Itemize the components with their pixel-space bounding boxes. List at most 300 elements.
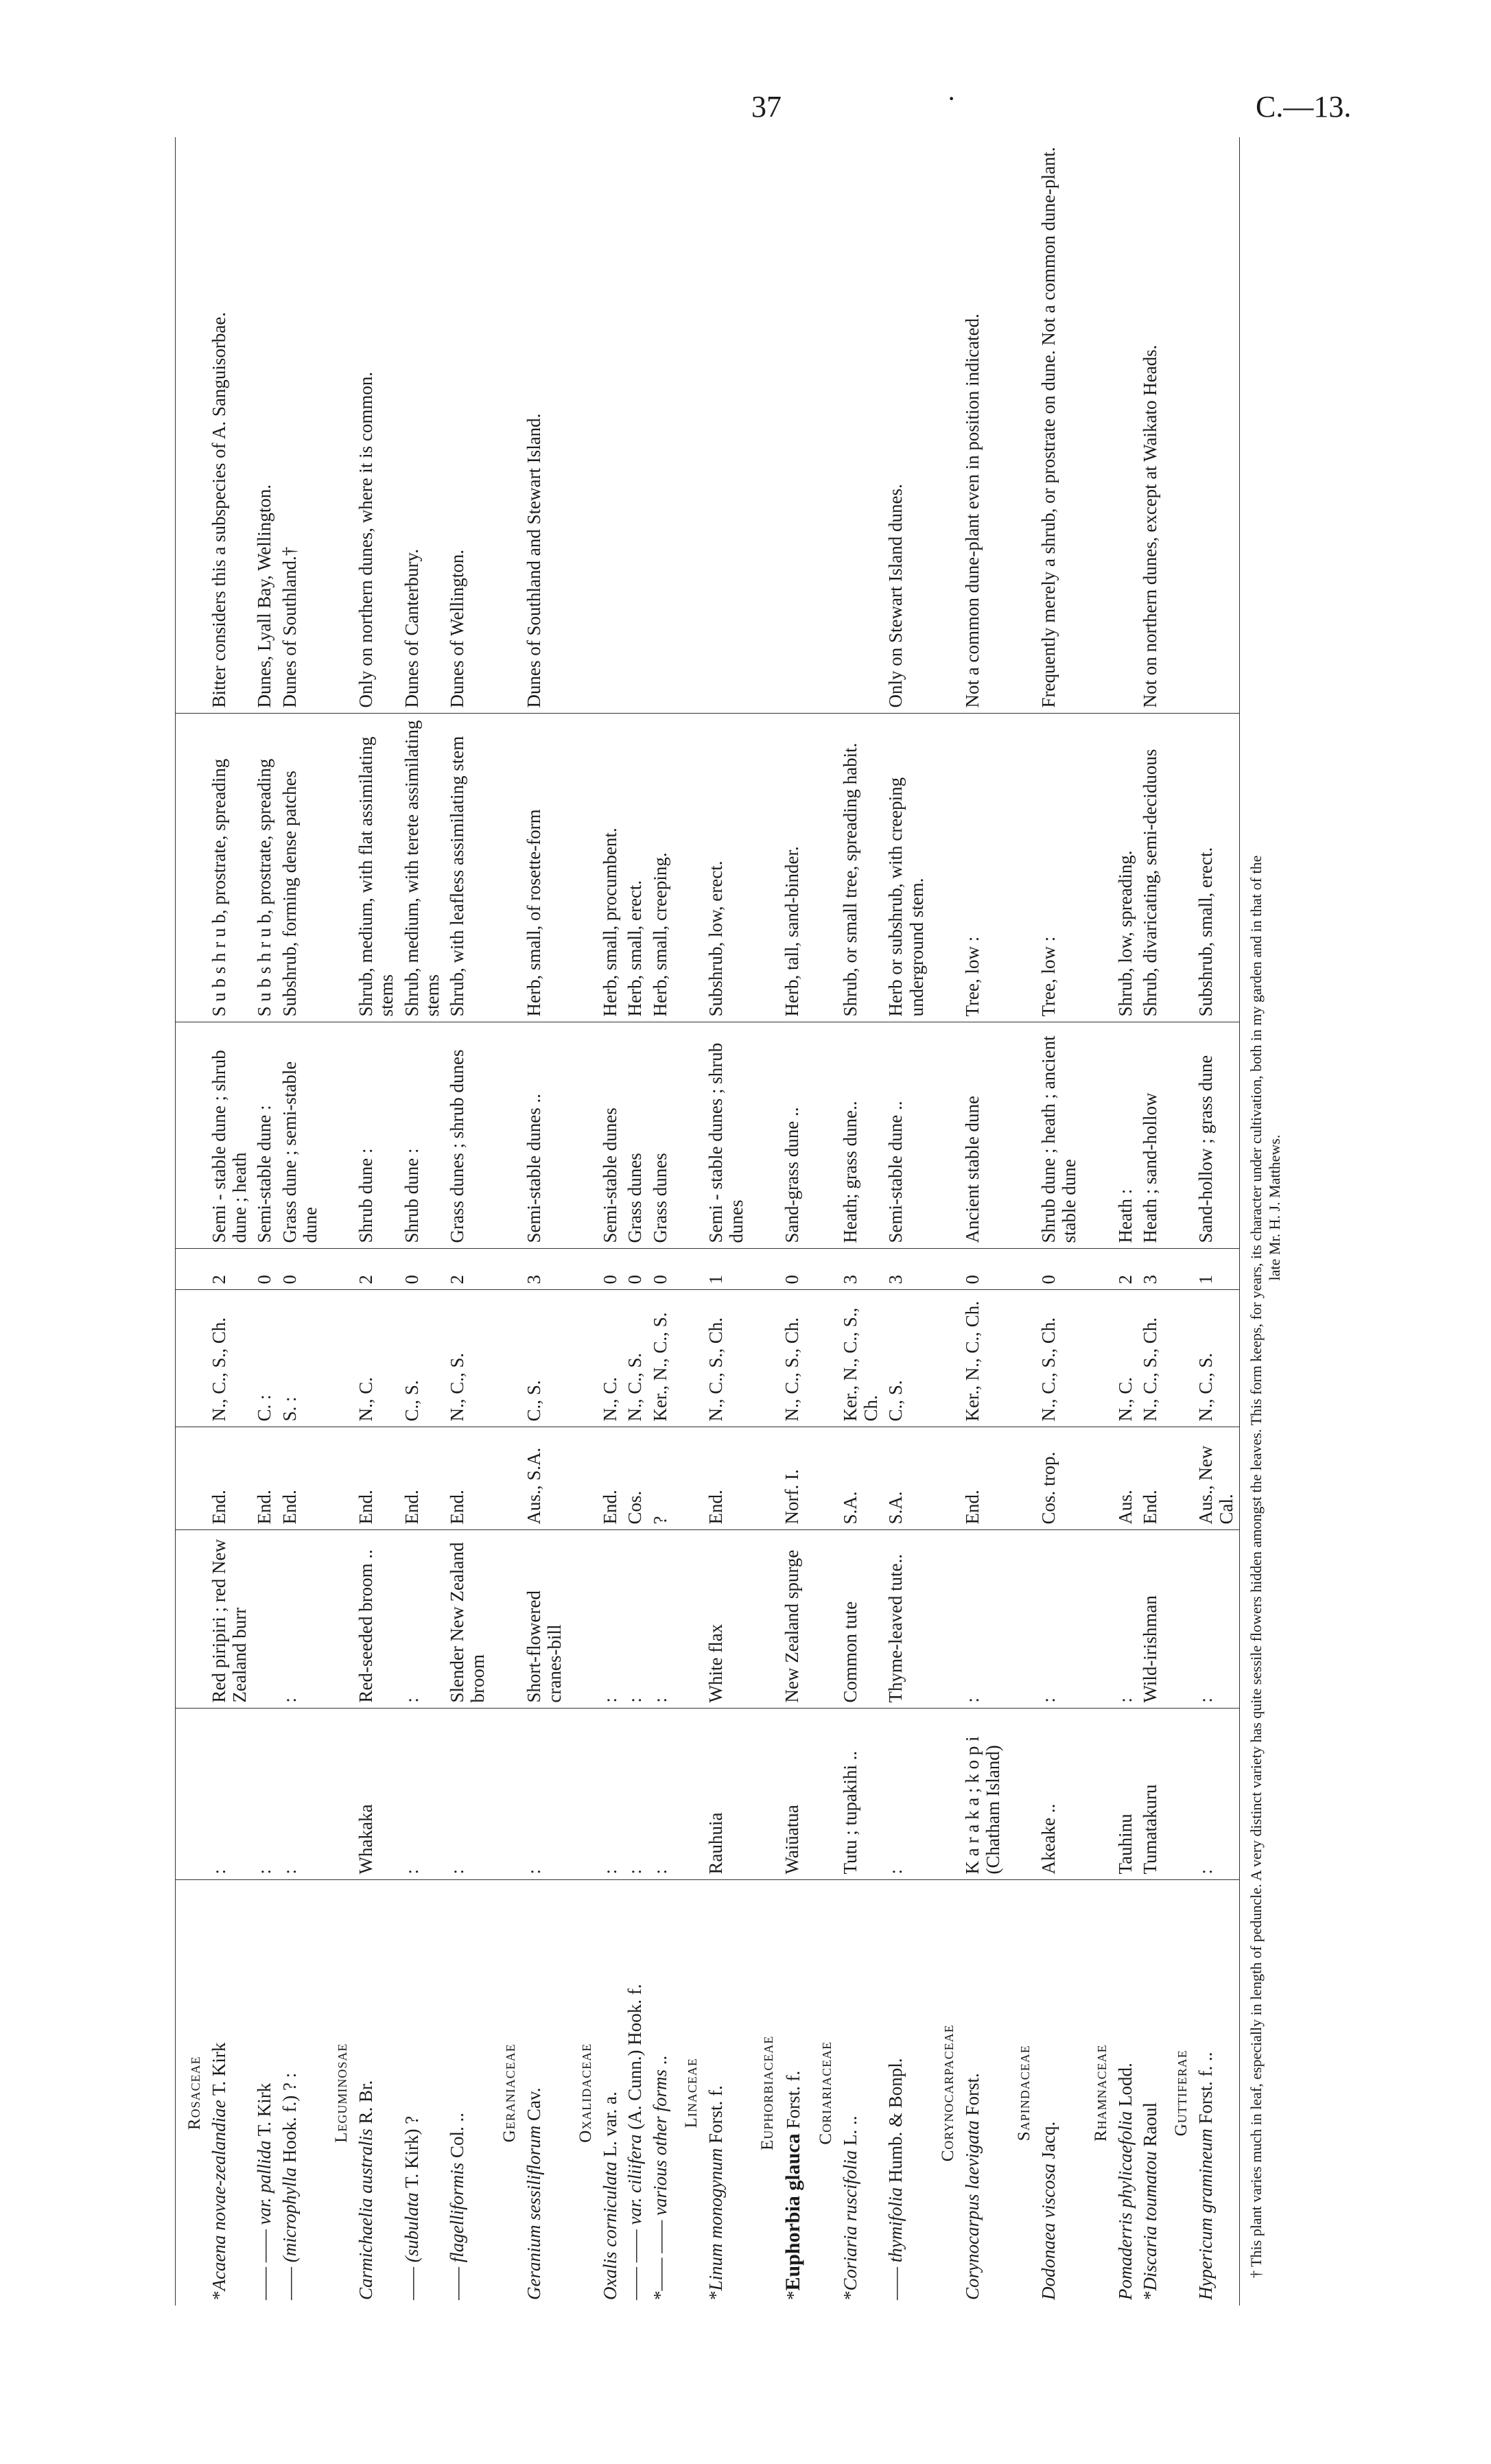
distribution: ? (648, 1427, 672, 1530)
empty-cell (1162, 137, 1193, 714)
empty-cell (929, 1709, 960, 1880)
distribution: End. (445, 1427, 490, 1530)
empty-cell (807, 1290, 838, 1427)
species-author: (A. Cunn.) Hook. f. (624, 1984, 646, 2130)
empty-cell (929, 1290, 960, 1427)
empty-cell (749, 1709, 779, 1880)
species-name: Pomaderris phylicaefolia (1114, 2111, 1136, 2300)
species-author: Forst. f. .. (1195, 2052, 1217, 2124)
empty-cell (749, 1427, 779, 1530)
empty-cell (807, 1709, 838, 1880)
empty-cell (1082, 1022, 1113, 1249)
family-row (807, 137, 838, 2305)
maori-name: : (598, 1709, 622, 1880)
species-name: —— —— various other forms (649, 2069, 670, 2291)
empty-cell (749, 1530, 779, 1709)
notes: Frequently merely a shrub, or prostrate on dune. Not a common dune-plant. (1036, 137, 1081, 714)
distribution: End. (207, 1427, 252, 1530)
abundance: 0 (622, 1249, 647, 1290)
growth-form: Shrub, with leafless assimilating stem (445, 714, 490, 1022)
range: N., C., S. (445, 1290, 490, 1427)
table-row (1113, 137, 1138, 2305)
family-name: Leguminosae (332, 2043, 351, 2143)
maori-name: K a r a k a ; k o p i (Chatham Island) (960, 1709, 1005, 1880)
maori-name: : (648, 1709, 672, 1880)
page-number: 37 (751, 90, 782, 124)
table-row (353, 137, 399, 2305)
species-cell (399, 1880, 445, 2305)
species-author: Humb. & Bonpl. (885, 2058, 906, 2183)
empty-cell (1162, 1427, 1193, 1530)
empty-cell (929, 714, 960, 1022)
distribution: End. (252, 1427, 277, 1530)
family-name: Linaceae (681, 2058, 701, 2128)
habitat: Sand-hollow ; grass dune (1193, 1022, 1239, 1249)
growth-form: Subshrub, low, erect. (703, 714, 749, 1022)
common-name: Slender New Zealand broom (445, 1530, 490, 1709)
empty-cell (176, 1290, 207, 1427)
table-row (703, 137, 749, 2305)
empty-cell (1082, 1290, 1113, 1427)
empty-cell (1005, 137, 1036, 714)
species-author: Jacq. (1038, 2121, 1059, 2159)
species-cell (252, 1880, 277, 2305)
table-row (960, 137, 1005, 2305)
empty-cell (176, 1530, 207, 1709)
growth-form: Herb, small, erect. (622, 714, 647, 1022)
empty-cell (1162, 1709, 1193, 1880)
table-row (598, 137, 622, 2305)
empty-cell (322, 137, 353, 714)
common-name (252, 1530, 277, 1709)
habitat: Semi-stable dunes (598, 1022, 622, 1249)
distribution: End. (960, 1427, 1005, 1530)
family-name: Guttiferae (1172, 2050, 1191, 2137)
distribution: Norf. I. (779, 1427, 807, 1530)
species-name: Carmichaelia australis (355, 2128, 377, 2300)
species-name: —— thymifolia (885, 2187, 906, 2300)
common-name: New Zealand spurge (779, 1530, 807, 1709)
empty-cell (1082, 1709, 1113, 1880)
range: N., C., S., Ch. (207, 1290, 252, 1427)
growth-form: S u b s h r u b, prostrate, spreading (207, 714, 252, 1022)
empty-cell (322, 1022, 353, 1249)
empty-cell (1082, 714, 1113, 1022)
growth-form: Shrub, low, spreading. (1113, 714, 1138, 1022)
abundance: 0 (598, 1249, 622, 1290)
empty-cell (1082, 1427, 1113, 1530)
habitat: Semi-stable dune .. (883, 1022, 928, 1249)
document-code: C.—13. (1256, 90, 1352, 124)
habitat: Shrub dune : (353, 1022, 399, 1249)
footnote-line-1: † This plant varies much in leaf, especially in length of peduncle. A very distinct variety has quite sessile flowers hidden amongst the leaves. This form keeps, for years, its character under cultivation, both in my garden and in that of the (1247, 855, 1265, 2278)
empty-cell (491, 1427, 521, 1530)
family-row (749, 137, 779, 2305)
range: C., S. (399, 1290, 445, 1427)
species-name: Corynocarpus laevigata (961, 2120, 983, 2300)
empty-cell (672, 1530, 703, 1709)
distribution: End. (353, 1427, 399, 1530)
notes: Dunes of Wellington. (445, 137, 490, 714)
range: C., S. (521, 1290, 567, 1427)
maori-name: : (277, 1709, 322, 1880)
empty-cell (491, 1290, 521, 1427)
family-row (1162, 137, 1193, 2305)
growth-form: Shrub, divaricating, semi-deciduous (1138, 714, 1162, 1022)
family-row (322, 137, 353, 2305)
empty-cell (1162, 1022, 1193, 1249)
notes: Dunes of Southland and Stewart Island. (521, 137, 567, 714)
empty-cell (567, 714, 598, 1022)
empty-cell (1082, 1249, 1113, 1290)
species-author: Cav. (523, 2087, 544, 2121)
empty-cell (176, 714, 207, 1022)
empty-cell (1162, 1249, 1193, 1290)
empty-cell (1162, 1530, 1193, 1709)
empty-cell (322, 1427, 353, 1530)
growth-form: Shrub, medium, with flat assimilating stems (353, 714, 399, 1022)
distribution: Aus., S.A. (521, 1427, 567, 1530)
empty-cell (672, 714, 703, 1022)
habitat: Semi - stable dune ; shrub dune ; heath (207, 1022, 252, 1249)
empty-cell (749, 714, 779, 1022)
empty-cell (807, 714, 838, 1022)
abundance: 3 (1138, 1249, 1162, 1290)
maori-name: Tutu ; tupakihi .. (838, 1709, 883, 1880)
empty-cell (567, 137, 598, 714)
empty-cell (1082, 1530, 1113, 1709)
growth-form: Herb, small, procumbent. (598, 714, 622, 1022)
range: C. : (252, 1290, 277, 1427)
family-row (491, 137, 521, 2305)
empty-cell (567, 1427, 598, 1530)
species-cell (838, 1880, 883, 2305)
table-row (252, 137, 277, 2305)
empty-cell (1005, 1709, 1036, 1880)
species-name: —— flagelliformis (447, 2162, 468, 2300)
common-name: Red-seeded broom .. (353, 1530, 399, 1709)
species-author: L. var. a. (600, 2091, 621, 2157)
notes (779, 137, 807, 714)
distribution: Cos. (622, 1427, 647, 1530)
growth-form: Shrub, or small tree, spreading habit. (838, 714, 883, 1022)
growth-form: Herb, tall, sand-binder. (779, 714, 807, 1022)
family-row (176, 137, 207, 2305)
empty-cell (491, 137, 521, 714)
abundance: 0 (648, 1249, 672, 1290)
species-cell (622, 1880, 647, 2305)
habitat: Grass dunes ; shrub dunes (445, 1022, 490, 1249)
empty-cell (807, 1427, 838, 1530)
species-mark: * (783, 2290, 804, 2300)
empty-cell (1005, 1249, 1036, 1290)
empty-cell (749, 1290, 779, 1427)
species-cell (960, 1880, 1005, 2305)
notes (598, 137, 622, 714)
species-name: Euphorbia glauca (782, 2133, 805, 2291)
common-name: : (399, 1530, 445, 1709)
species-author: Forst. f. (705, 2085, 726, 2144)
common-name: Short-flowered cranes-bill (521, 1530, 567, 1709)
distribution: Aus. (1113, 1427, 1138, 1530)
species-mark: * (209, 2290, 229, 2300)
empty-cell (567, 1290, 598, 1427)
abundance: 1 (1193, 1249, 1239, 1290)
empty-cell (672, 1290, 703, 1427)
species-author: Hook. f.) ? : (279, 2072, 300, 2163)
distribution: End. (598, 1427, 622, 1530)
species-mark: * (649, 2290, 670, 2300)
footnote-line-2: late Mr. H. J. Matthews. (1266, 1134, 1284, 1281)
range: N., C., S., Ch. (779, 1290, 807, 1427)
empty-cell (929, 1427, 960, 1530)
table-row (445, 137, 490, 2305)
maori-name: : (399, 1709, 445, 1880)
table-row (648, 137, 672, 2305)
habitat: Semi-stable dune : (252, 1022, 277, 1249)
empty-cell (322, 714, 353, 1022)
species-name: —— —— var. pallida (254, 2140, 275, 2300)
footnote (1247, 137, 1284, 2305)
empty-cell (749, 1249, 779, 1290)
empty-cell (491, 1709, 521, 1880)
header-dot: · (947, 83, 956, 114)
distribution: End. (703, 1427, 749, 1530)
species-name: Acaena novae-zealandiae (209, 2100, 229, 2291)
species-cell (883, 1880, 928, 2305)
habitat: Semi-stable dunes .. (521, 1022, 567, 1249)
common-name: : (648, 1530, 672, 1709)
family-row (1082, 137, 1113, 2305)
species-cell (703, 1880, 749, 2305)
empty-cell (491, 1249, 521, 1290)
common-name: : (1193, 1530, 1239, 1709)
family-name: Rosaceae (176, 1880, 207, 2305)
family-name: Coriariaceae (816, 2041, 835, 2145)
species-cell (1113, 1880, 1138, 2305)
table-row (521, 137, 567, 2305)
common-name: Red piripiri ; red New Zealand burr (207, 1530, 252, 1709)
empty-cell (807, 1022, 838, 1249)
habitat: Grass dunes (622, 1022, 647, 1249)
empty-cell (1005, 1530, 1036, 1709)
maori-name: Tauhinu (1113, 1709, 1138, 1880)
species-author: Col. .. (447, 2112, 468, 2158)
range: N., C., S. (1193, 1290, 1239, 1427)
distribution: S.A. (838, 1427, 883, 1530)
abundance: 0 (399, 1249, 445, 1290)
species-cell (1193, 1880, 1239, 2305)
empty-cell (1005, 1290, 1036, 1427)
species-author: Forst. (961, 2073, 983, 2116)
abundance: 2 (207, 1249, 252, 1290)
empty-cell (672, 1427, 703, 1530)
empty-cell (929, 137, 960, 714)
species-cell (353, 1880, 399, 2305)
empty-cell (491, 1530, 521, 1709)
species-name: Hypericum gramineum (1195, 2128, 1217, 2300)
rotated-plant-table (175, 137, 1328, 2305)
family-row (1005, 137, 1036, 2305)
empty-cell (322, 1249, 353, 1290)
empty-cell (672, 1249, 703, 1290)
distribution: End. (277, 1427, 322, 1530)
abundance: 2 (1113, 1249, 1138, 1290)
family-name: Oxalidaceae (576, 2043, 596, 2143)
species-cell (648, 1880, 672, 2305)
habitat: Heath : (1113, 1022, 1138, 1249)
growth-form: Shrub, medium, with terete assimilating stems (399, 714, 445, 1022)
empty-cell (567, 1249, 598, 1290)
range: N., C., S., Ch. (703, 1290, 749, 1427)
common-name: : (622, 1530, 647, 1709)
distribution: End. (399, 1427, 445, 1530)
notes: Not on northern dunes, except at Waikato Heads. (1138, 137, 1162, 714)
empty-cell (322, 1530, 353, 1709)
species-cell (1138, 1880, 1162, 2305)
abundance: 2 (445, 1249, 490, 1290)
growth-form: Tree, low : (960, 714, 1005, 1022)
table-row (838, 137, 883, 2305)
empty-cell (491, 714, 521, 1022)
maori-name: Akeake .. (1036, 1709, 1081, 1880)
habitat: Grass dunes (648, 1022, 672, 1249)
species-author: T. Kirk (254, 2082, 275, 2137)
empty-cell (1082, 137, 1113, 714)
empty-cell (672, 137, 703, 714)
species-cell (779, 1880, 807, 2305)
empty-cell (672, 1022, 703, 1249)
maori-name: Tumatakuru (1138, 1709, 1162, 1880)
table-row (277, 137, 322, 2305)
table-row (883, 137, 928, 2305)
maori-name: Whakaka (353, 1709, 399, 1880)
empty-cell (1005, 714, 1036, 1022)
species-author: T. Kirk) ? (401, 2115, 422, 2188)
plant-table-body (176, 137, 1240, 2305)
abundance: 0 (779, 1249, 807, 1290)
range: N., C., S., Ch. (1036, 1290, 1081, 1427)
habitat: Sand-grass dune .. (779, 1022, 807, 1249)
species-name: Dodonaea viscosa (1038, 2163, 1059, 2300)
habitat: Ancient stable dune (960, 1022, 1005, 1249)
common-name: Common tute (838, 1530, 883, 1709)
species-author: Raoul (1139, 2102, 1160, 2147)
notes: Only on northern dunes, where it is common. (353, 137, 399, 714)
species-cell (445, 1880, 490, 2305)
growth-form: Herb or subshrub, with creeping underground stem. (883, 714, 928, 1022)
common-name: : (960, 1530, 1005, 1709)
family-row (672, 137, 703, 2305)
species-cell (207, 1880, 252, 2305)
empty-cell (1005, 1022, 1036, 1249)
species-author: .. (649, 2055, 670, 2065)
maori-name: Rauhuia (703, 1709, 749, 1880)
range: N., C. (353, 1290, 399, 1427)
family-name: Geraniaceae (500, 2043, 519, 2143)
distribution: Aus., New Cal. (1193, 1427, 1239, 1530)
family-name: Corynocarpaceae (938, 2024, 957, 2162)
range: N., C., S., Ch. (1138, 1290, 1162, 1427)
common-name: : (1036, 1530, 1081, 1709)
abundance: 3 (521, 1249, 567, 1290)
habitat: Heath; grass dune.. (838, 1022, 883, 1249)
species-name: —— (subulata (401, 2192, 422, 2300)
species-author: L. .. (839, 2115, 860, 2146)
maori-name: : (252, 1709, 277, 1880)
maori-name: Waiūatua (779, 1709, 807, 1880)
species-author: T. Kirk (209, 2042, 229, 2096)
maori-name: : (883, 1709, 928, 1880)
growth-form: Herb, small, creeping. (648, 714, 672, 1022)
empty-cell (567, 1022, 598, 1249)
habitat: Shrub dune ; heath ; ancient stable dune (1036, 1022, 1081, 1249)
empty-cell (807, 1530, 838, 1709)
habitat: Shrub dune : (399, 1022, 445, 1249)
abundance: 0 (960, 1249, 1005, 1290)
range: Ker., N., C., S. (648, 1290, 672, 1427)
species-cell (598, 1880, 622, 2305)
table-row (779, 137, 807, 2305)
common-name: Wild-irishman (1138, 1530, 1162, 1709)
abundance: 2 (353, 1249, 399, 1290)
notes: Only on Stewart Island dunes. (883, 137, 928, 714)
species-cell (1036, 1880, 1081, 2305)
species-mark: * (705, 2290, 726, 2300)
species-mark: * (839, 2290, 860, 2300)
maori-name: : (445, 1709, 490, 1880)
maori-name: : (622, 1709, 647, 1880)
abundance: 0 (252, 1249, 277, 1290)
common-name: White flax (703, 1530, 749, 1709)
empty-cell (749, 1022, 779, 1249)
species-cell (521, 1880, 567, 2305)
table-row (207, 137, 252, 2305)
empty-cell (1162, 1290, 1193, 1427)
species-author: Forst. f. (783, 2070, 804, 2129)
empty-cell (176, 1022, 207, 1249)
table-row (1193, 137, 1239, 2305)
distribution: End. (1138, 1427, 1162, 1530)
notes (1193, 137, 1239, 714)
range: C., S. (883, 1290, 928, 1427)
notes: Bitter considers this a subspecies of A. Sanguisorbae. (207, 137, 252, 714)
table-row (399, 137, 445, 2305)
common-name: Thyme-leaved tute.. (883, 1530, 928, 1709)
notes: Dunes of Canterbury. (399, 137, 445, 714)
family-name: Sapindaceae (1015, 2045, 1034, 2142)
range: N., C. (1113, 1290, 1138, 1427)
empty-cell (929, 1249, 960, 1290)
plant-table (175, 137, 1240, 2305)
species-author: R. Br. (355, 2080, 377, 2124)
abundance: 0 (277, 1249, 322, 1290)
empty-cell (1162, 714, 1193, 1022)
abundance: 3 (838, 1249, 883, 1290)
range: S. : (277, 1290, 322, 1427)
distribution: Cos. trop. (1036, 1427, 1081, 1530)
species-name: Oxalis corniculata (600, 2161, 621, 2300)
family-row (929, 137, 960, 2305)
abundance: 1 (703, 1249, 749, 1290)
abundance: 0 (1036, 1249, 1081, 1290)
species-name: Coriaria ruscifolia (839, 2150, 860, 2291)
empty-cell (176, 1709, 207, 1880)
family-row (567, 137, 598, 2305)
family-name: Euphorbiaceae (758, 2035, 777, 2150)
growth-form: Tree, low : (1036, 714, 1081, 1022)
notes (1113, 137, 1138, 714)
